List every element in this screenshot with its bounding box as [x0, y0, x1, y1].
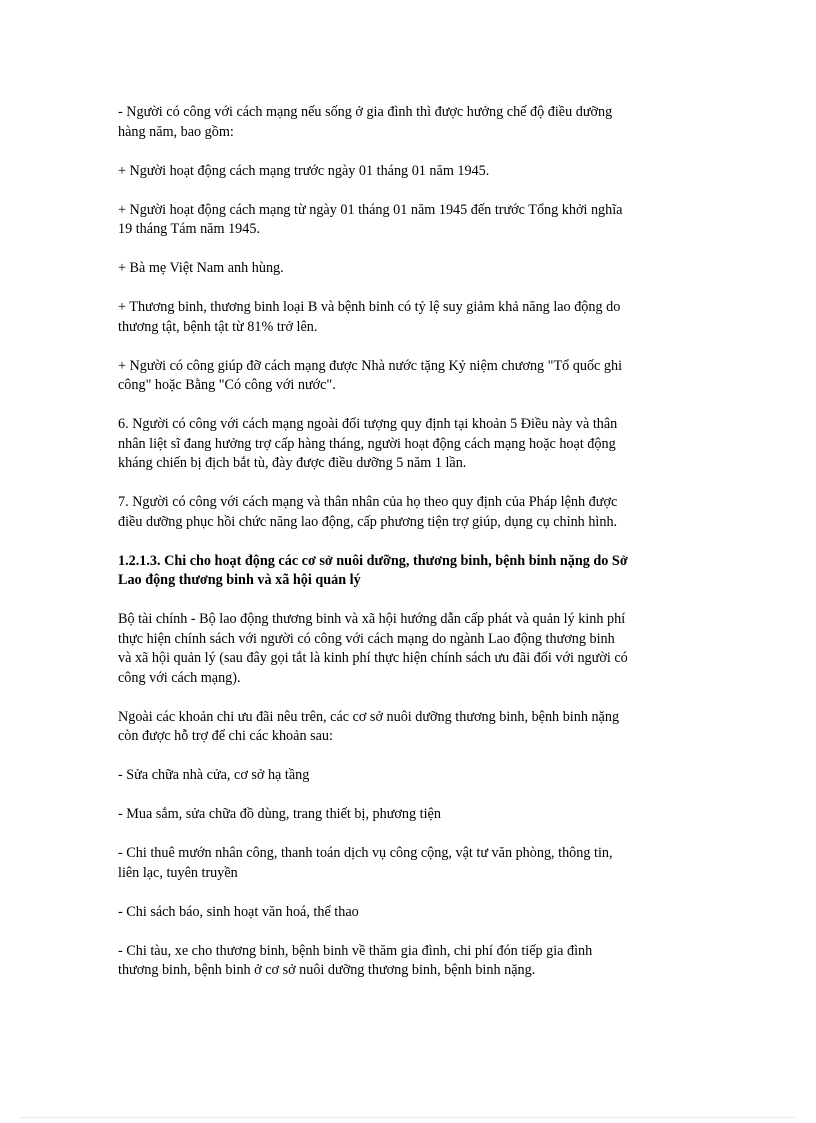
text-line: công" hoặc Bằng "Có công với nước".: [118, 377, 336, 393]
paragraph: [118, 103, 708, 142]
text-line: + Người hoạt động cách mạng trước ngày 01 tháng 01 năm 1945.: [118, 162, 490, 179]
paragraph: [118, 493, 708, 532]
paragraph: [118, 357, 708, 396]
text-line: kháng chiến bị địch bắt tù, đày được điều dưỡng 5 năm 1 lần.: [118, 455, 467, 471]
text-line: 19 tháng Tám năm 1945.: [118, 221, 260, 237]
paragraph: [118, 415, 708, 474]
paragraph: [118, 162, 708, 182]
text-line: thương binh, bệnh binh ở cơ sở nuôi dưỡng thương binh, bệnh binh nặng.: [118, 962, 536, 978]
text-line: + Thương binh, thương binh loại B và bệnh binh có tỷ lệ suy giảm khả năng lao động do: [118, 299, 621, 315]
text-line: + Bà mẹ Việt Nam anh hùng.: [118, 260, 284, 276]
text-line: còn được hỗ trợ để chi các khoản sau:: [118, 728, 333, 744]
paragraph: [118, 201, 708, 240]
text-line: thương tật, bệnh tật từ 81% trở lên.: [118, 318, 318, 335]
document-body: [118, 103, 708, 1000]
paragraph: [118, 903, 708, 923]
paragraph: [118, 805, 708, 825]
paragraph: [118, 259, 708, 279]
paragraph: [118, 766, 708, 786]
text-line: + Người có công giúp đỡ cách mạng được Nhà nước tặng Kỷ niệm chương "Tổ quốc ghi: [118, 357, 623, 374]
paragraph: [118, 844, 708, 883]
text-line: - Người có công với cách mạng nếu sống ở gia đình thì được hưởng chế độ điều dưỡng: [118, 104, 613, 120]
text-line: 6. Người có công với cách mạng ngoài đối tượng quy định tại khoản 5 Điều này và thân: [118, 416, 618, 432]
text-line: liên lạc, tuyên truyền: [118, 864, 238, 881]
paragraph: [118, 708, 708, 747]
text-line: công với cách mạng).: [118, 669, 241, 686]
text-line: Lao động thương binh và xã hội quản lý: [118, 572, 361, 588]
text-line: hàng năm, bao gồm:: [118, 123, 234, 140]
section-heading: [118, 552, 708, 591]
text-line: nhân liệt sĩ đang hưởng trợ cấp hàng tháng, người hoạt động cách mạng hoặc hoạt động: [118, 435, 616, 452]
text-line: - Chi tàu, xe cho thương binh, bệnh binh về thăm gia đình, chi phí đón tiếp gia đình: [118, 942, 593, 959]
paragraph: [118, 298, 708, 337]
text-line: + Người hoạt động cách mạng từ ngày 01 tháng 01 năm 1945 đến trước Tổng khởi nghĩa: [118, 201, 623, 218]
page-bottom-divider: [20, 1117, 796, 1118]
text-line: - Sửa chữa nhà cửa, cơ sở hạ tầng: [118, 767, 310, 783]
paragraph: [118, 942, 708, 981]
text-line: Ngoài các khoản chi ưu đãi nêu trên, các cơ sở nuôi dưỡng thương binh, bệnh binh nặng: [118, 708, 620, 725]
paragraph: [118, 610, 708, 688]
text-line: và xã hội quản lý (sau đây gọi tắt là kinh phí thực hiện chính sách ưu đãi đối với người có: [118, 650, 628, 666]
text-line: - Chi sách báo, sinh hoạt văn hoá, thể thao: [118, 903, 359, 920]
text-line: 1.2.1.3. Chi cho hoạt động các cơ sở nuôi dưỡng, thương binh, bệnh binh nặng do Sở: [118, 552, 628, 569]
text-line: - Mua sắm, sửa chữa đồ dùng, trang thiết bị, phương tiện: [118, 806, 441, 822]
text-line: điều dưỡng phục hồi chức năng lao động, cấp phương tiện trợ giúp, dụng cụ chỉnh hình.: [118, 513, 618, 530]
text-line: 7. Người có công với cách mạng và thân nhân của họ theo quy định của Pháp lệnh được: [118, 494, 618, 510]
text-line: thực hiện chính sách với người có công với cách mạng do ngành Lao động thương binh: [118, 630, 615, 647]
text-line: Bộ tài chính - Bộ lao động thương binh và xã hội hướng dẫn cấp phát và quản lý kinh phí: [118, 611, 626, 627]
text-line: - Chi thuê mướn nhân công, thanh toán dịch vụ công cộng, vật tư văn phòng, thông tin,: [118, 845, 613, 861]
